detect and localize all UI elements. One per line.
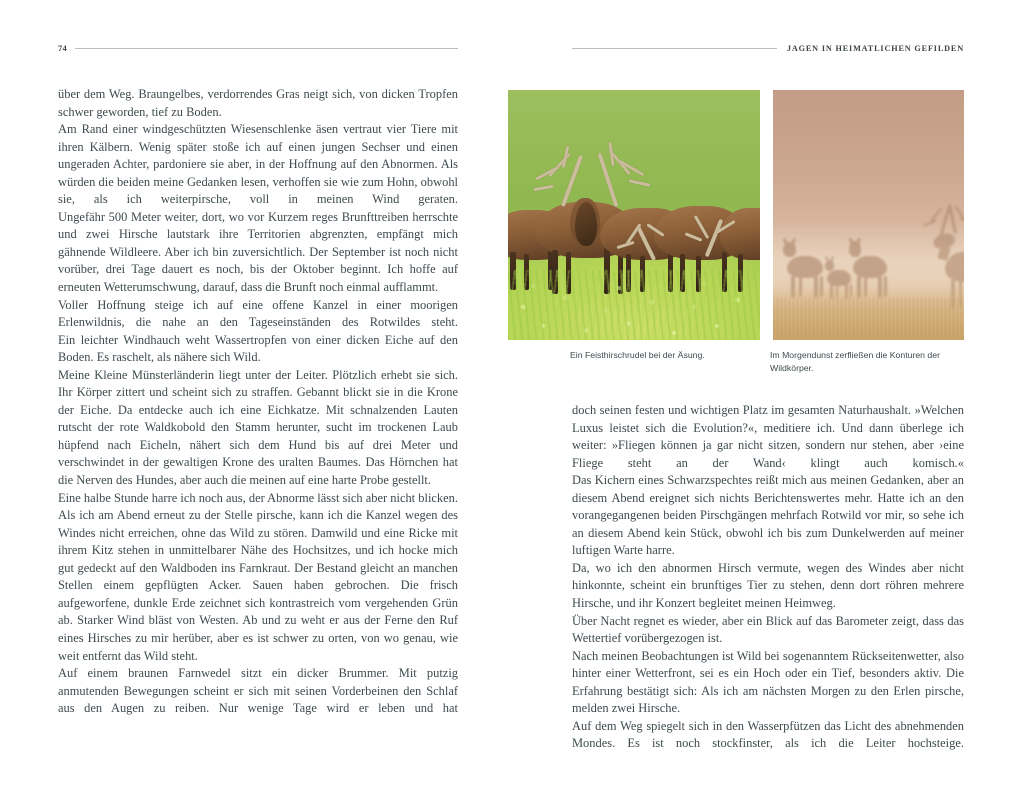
paragraph: Auf einem braunen Farnwedel sitzt ein dicker Brummer. Mit putzig anmutenden Bewegungen scheint er sich mit seinen Vorderbeinen den Schlaf aus den Augen zu reiben. Nur wenige Tage wird er leben und hat [58, 666, 458, 716]
mist-field-texture [773, 298, 964, 341]
chapter-title: JAGEN IN HEIMATLICHEN GEFILDEN [786, 43, 964, 53]
antler-left [536, 146, 598, 212]
paragraph: Eine halbe Stunde harre ich noch aus, der Abnorme lässt sich aber nicht blicken. Als ich am Abend erneut zu der Stelle pirsche, kann ich die Kanzel wegen des Windes nicht erreichen, ohne das Wild zu stören. Damwild und eine Ricke mit ihrem Kitz stehen in unmittelbarer Nähe des Hochsitzes, und ich hocke mich gut gedeckt auf den Waldboden ins Farnkraut. Der Bestand gleicht an manchen Stellen einem gepflügten Acker. Sauen haben gebrochen. Die frisch aufgeworfene, dunkle Erde zeichnet sich kontrastreich vom vergehenden Grün ab. Starker Wind bläst von Westen. Ab und zu weht er aus der Ferne den Ruf eines Hirsches zu mir herüber, aber es ist schwer zu orten, von wo genau, wie weit entfernt das Wild steht. [58, 490, 458, 663]
figure-caption: Im Morgendunst zerfließen die Konturen der Wildkörper. [770, 350, 940, 374]
running-head-right [572, 41, 964, 55]
paragraph: Ein leichter Windhauch weht Wassertropfen von einer dicken Eiche auf den Boden. Es raschelt, als nähere sich Wild. [58, 332, 458, 365]
paragraph: über dem Weg. Braungelbes, verdorrendes Gras neigt sich, von dicken Tropfen schwer geworden, tief zu Boden. [58, 87, 458, 119]
paragraph: Da, wo ich den abnormen Hirsch vermute, wegen des Windes aber nicht hinkonnte, scheint ein brunftiges Tier zu stehen, denn dort röhren mehrere Hirsche, und ihr Konzert begleitet meinen Heimweg. [572, 560, 964, 611]
figure-group [508, 90, 964, 340]
caption-group [570, 349, 970, 376]
paragraph: Meine Kleine Münsterländerin liegt unter der Leiter. Plötzlich erhebt sie sich. Ihr Körper zittert und scheint sich zu straffen. Gebannt blickt sie in die Krone der Eiche. Da entdecke auch ich eine Eichkatze. Mit schnalzenden Lauten rutscht der rote Waldkobold den Stamm herunter, sucht im trockenen Laub hüpfend nach Eicheln, nähert sich dem Hund bis auf drei Meter und verschwindet in der gewaltigen Krone des uralten Baumes. Das Hörnchen hat die Nerven des Hundes, aber auch die meinen auf eine harte Probe gestellt. [58, 367, 458, 488]
antler-right [590, 142, 656, 212]
paragraph: doch seinen festen und wichtigen Platz im gesamten Naturhaushalt. »Welchen Luxus leistet sich die Evolution?«, meditiere ich. Und dann überlege ich weiter: »Fliegen können ja gar nicht sitzen, sondern nur stehen, aber ›eine Fliege steht an der Wand‹ klingt auch komisch.« [572, 403, 964, 470]
figure-caption: Ein Feisthirschrudel bei der Äsung. [570, 350, 705, 360]
running-head-left [58, 41, 458, 55]
paragraph: Am Rand einer windgeschützten Wiesenschlenke äsen vertraut vier Tiere mit ihren Kälbern. Wenig später stoße ich auf einen jungen Sechser und einen ungeraden Achter, pardoniere sie aber, in der Hoffnung auf den Abnormen. Als würden die beiden meine Gedanken lesen, verhoffen sie wie zum Hohn, obwohl sie, als ich weiterpirsche, voll in meinen Wind geraten. [58, 122, 458, 207]
photo-deer-morning-mist [773, 90, 964, 340]
paragraph: Voller Hoffnung steige ich auf eine offene Kanzel in einer moorigen Erlenwildnis, die nahe an den Tageseinständen des Rotwildes steht. [58, 297, 458, 330]
paragraph: Auf dem Weg spiegelt sich in den Wasserpfützen das Licht des abnehmenden Mondes. Es ist noch stockfinster, als ich die Leiter hochsteige. [572, 718, 964, 751]
header-rule-left [75, 48, 458, 49]
text-column-right [572, 402, 964, 753]
meadow-grass-blades [508, 270, 760, 340]
text-column-left [58, 86, 458, 718]
page-number: 74 [58, 43, 67, 53]
paragraph: Ungefähr 500 Meter weiter, dort, wo vor Kurzem reges Brunfttreiben herrschte und zwei Hirsche lautstark ihre Territorien abgrenzten, empfängt mich gähnende Wildleere. Aber ich bin zuversichtlich. Der September ist noch nicht vorüber, drei Tage dauert es noch, bis der Oktober beginnt. Ich hoffe auf erneuten Wetterumschwung, darauf, dass die Brunft noch einmal aufflammt. [58, 209, 458, 295]
paragraph: Nach meinen Beobachtungen ist Wild bei sogenanntem Rückseitenwetter, also hinter einer Wetterfront, sei es ein Hoch oder ein Tief, besonders aktiv. Die Erfahrung bestätigt sich: Als ich am nächsten Morgen zu den Erlen pirsche, melden zwei Hirsche. [572, 648, 964, 716]
paragraph: Das Kichern eines Schwarzspechtes reißt mich aus meinen Gedanken, aber an diesem Abend ereignet sich nichts Berichtenswertes mehr. Hatte ich an den vorangegangenen beiden Pirschgängen mehrfach Rotwild vor mir, so sehe ich an diesem Abend kein Stück, obwohl ich bis zum Dunkelwerden auf meiner luftigen Warte harre. [572, 473, 964, 558]
photo-deer-herd-meadow [508, 90, 760, 340]
paragraph: Über Nacht regnet es wieder, aber ein Blick auf das Barometer zeigt, dass das Wettertief vorübergezogen ist. [572, 613, 964, 646]
header-rule-right [572, 48, 777, 49]
